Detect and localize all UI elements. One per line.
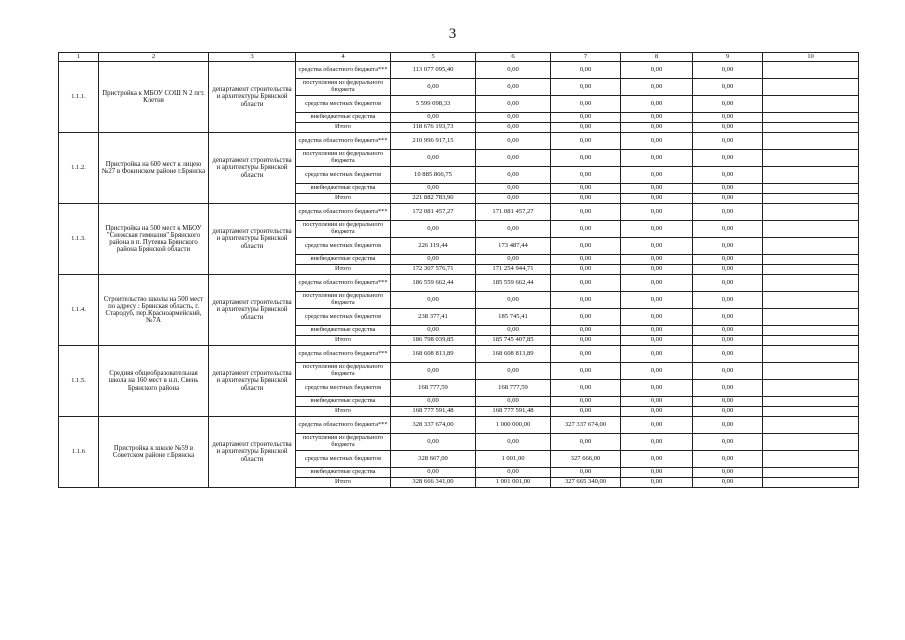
funding-source: Итого [296,123,391,133]
amount-cell: 0,00 [551,204,621,221]
empty-cell [763,380,859,397]
amount-cell: 5 599 098,33 [391,96,476,113]
funding-source: Итого [296,194,391,204]
amount-cell: 185 559 662,44 [476,275,551,292]
funding-source: средства местных бюджетов [296,96,391,113]
amount-cell: 0,00 [693,62,763,79]
amount-cell: 0,00 [621,397,693,407]
amount-cell: 0,00 [621,255,693,265]
empty-cell [763,123,859,133]
project-name: Пристройка к МБОУ СОШ N 2 пгт. Клетня [99,62,209,133]
amount-cell: 210 996 917,15 [391,133,476,150]
project-department: департамент строительства и архитектуры Брянской области [209,346,296,417]
table-row [59,417,859,434]
amount-cell: 327 665 340,00 [551,478,621,488]
funding-source: средства областного бюджета*** [296,62,391,79]
amount-cell: 0,00 [551,150,621,167]
amount-cell: 0,00 [476,326,551,336]
amount-cell: 0,00 [476,221,551,238]
header-cell: 9 [693,53,763,62]
amount-cell: 0,00 [551,113,621,123]
amount-cell: 0,00 [621,363,693,380]
amount-cell: 0,00 [551,184,621,194]
amount-cell: 0,00 [621,380,693,397]
project-name: Пристройка на 600 мест к лицею №27 в Фокинском районе г.Брянска [99,133,209,204]
table-row [59,133,859,150]
amount-cell: 0,00 [391,434,476,451]
amount-cell: 0,00 [476,133,551,150]
empty-cell [763,397,859,407]
header-row [59,53,859,62]
header-cell: 1 [59,53,99,62]
empty-cell [763,478,859,488]
budget-table [58,52,859,488]
project-code: 1.1.2. [59,133,99,204]
amount-cell: 0,00 [621,275,693,292]
empty-cell [763,238,859,255]
amount-cell: 168 777 591,48 [391,407,476,417]
funding-source: внебюджетные средства [296,184,391,194]
amount-cell: 0,00 [391,292,476,309]
amount-cell: 0,00 [621,194,693,204]
amount-cell: 327 666,00 [551,451,621,468]
project-code: 1.1.4. [59,275,99,346]
amount-cell: 168 608 813,89 [476,346,551,363]
amount-cell: 0,00 [693,309,763,326]
amount-cell: 0,00 [693,417,763,434]
amount-cell: 0,00 [551,194,621,204]
funding-source: средства местных бюджетов [296,238,391,255]
amount-cell: 0,00 [551,336,621,346]
funding-source: Итого [296,478,391,488]
amount-cell: 0,00 [693,204,763,221]
amount-cell: 0,00 [391,79,476,96]
amount-cell: 0,00 [476,62,551,79]
amount-cell: 0,00 [476,79,551,96]
empty-cell [763,326,859,336]
amount-cell: 0,00 [693,194,763,204]
page-number: 3 [448,26,457,42]
funding-source: средства областного бюджета*** [296,346,391,363]
funding-source: средства местных бюджетов [296,451,391,468]
amount-cell: 172 081 457,27 [391,204,476,221]
header-cell: 10 [763,53,859,62]
amount-cell: 0,00 [693,326,763,336]
amount-cell: 0,00 [693,451,763,468]
empty-cell [763,204,859,221]
amount-cell: 0,00 [391,363,476,380]
amount-cell: 113 077 095,40 [391,62,476,79]
amount-cell: 171 081 457,27 [476,204,551,221]
amount-cell: 0,00 [391,113,476,123]
funding-source: средства областного бюджета*** [296,204,391,221]
funding-source: средства местных бюджетов [296,380,391,397]
funding-source: внебюджетные средства [296,468,391,478]
empty-cell [763,363,859,380]
funding-source: Итого [296,407,391,417]
funding-source: поступления из федерального бюджета [296,292,391,309]
table-row [59,346,859,363]
project-name: Строительство школы на 500 мест по адресу : Брянская область, г. Стародуб, пер.Красноармейский,№7А [99,275,209,346]
amount-cell: 0,00 [693,150,763,167]
header-cell: 8 [621,53,693,62]
amount-cell: 238 377,41 [391,309,476,326]
amount-cell: 0,00 [621,265,693,275]
amount-cell: 0,00 [551,407,621,417]
project-department: департамент строительства и архитектуры Брянской области [209,417,296,488]
amount-cell: 186 798 039,85 [391,336,476,346]
funding-source: внебюджетные средства [296,255,391,265]
empty-cell [763,336,859,346]
project-name: Пристройка на 500 мест к МБОУ "Снежская гимназия" Брянского района в п. Путевка Брянского района Брянской области [99,204,209,275]
header-cell: 6 [476,53,551,62]
empty-cell [763,407,859,417]
amount-cell: 0,00 [693,363,763,380]
amount-cell: 0,00 [621,79,693,96]
amount-cell: 1 001,00 [476,451,551,468]
amount-cell: 0,00 [551,275,621,292]
amount-cell: 186 559 662,44 [391,275,476,292]
amount-cell: 0,00 [621,62,693,79]
amount-cell: 168 608 813,89 [391,346,476,363]
amount-cell: 0,00 [551,265,621,275]
amount-cell: 328 666 341,00 [391,478,476,488]
empty-cell [763,184,859,194]
header-cell: 2 [99,53,209,62]
amount-cell: 0,00 [693,468,763,478]
amount-cell: 185 745 407,85 [476,336,551,346]
amount-cell: 0,00 [693,265,763,275]
amount-cell: 0,00 [551,326,621,336]
amount-cell: 0,00 [551,123,621,133]
funding-source: средства областного бюджета*** [296,275,391,292]
amount-cell: 0,00 [551,238,621,255]
amount-cell: 0,00 [476,150,551,167]
amount-cell: 0,00 [693,397,763,407]
amount-cell: 0,00 [621,113,693,123]
amount-cell: 10 885 866,75 [391,167,476,184]
funding-source: поступления из федерального бюджета [296,79,391,96]
amount-cell: 0,00 [476,468,551,478]
amount-cell: 221 882 783,90 [391,194,476,204]
project-department: департамент строительства и архитектуры Брянской области [209,275,296,346]
empty-cell [763,292,859,309]
amount-cell: 0,00 [621,184,693,194]
amount-cell: 0,00 [621,309,693,326]
amount-cell: 0,00 [693,478,763,488]
project-name: Средняя общеобразовательная школа на 160 мест в н.п. Свень Брянского района [99,346,209,417]
empty-cell [763,468,859,478]
amount-cell: 0,00 [693,133,763,150]
amount-cell: 0,00 [391,150,476,167]
amount-cell: 0,00 [621,123,693,133]
empty-cell [763,451,859,468]
amount-cell: 0,00 [693,346,763,363]
amount-cell: 0,00 [621,417,693,434]
funding-source: поступления из федерального бюджета [296,363,391,380]
amount-cell: 0,00 [621,468,693,478]
funding-source: внебюджетные средства [296,113,391,123]
amount-cell: 0,00 [551,79,621,96]
funding-source: поступления из федерального бюджета [296,150,391,167]
amount-cell: 0,00 [551,434,621,451]
amount-cell: 0,00 [476,123,551,133]
amount-cell: 118 676 193,73 [391,123,476,133]
amount-cell: 0,00 [621,150,693,167]
amount-cell: 0,00 [693,434,763,451]
amount-cell: 171 254 944,71 [476,265,551,275]
amount-cell: 0,00 [476,184,551,194]
project-department: департамент строительства и архитектуры Брянской области [209,133,296,204]
amount-cell: 0,00 [693,292,763,309]
empty-cell [763,113,859,123]
project-department: департамент строительства и архитектуры Брянской области [209,204,296,275]
empty-cell [763,275,859,292]
amount-cell: 0,00 [621,336,693,346]
amount-cell: 168 777 591,48 [476,407,551,417]
amount-cell: 0,00 [621,238,693,255]
amount-cell: 0,00 [621,478,693,488]
empty-cell [763,133,859,150]
funding-source: Итого [296,336,391,346]
amount-cell: 0,00 [693,221,763,238]
amount-cell: 0,00 [551,255,621,265]
amount-cell: 0,00 [391,184,476,194]
empty-cell [763,309,859,326]
empty-cell [763,434,859,451]
funding-source: Итого [296,265,391,275]
amount-cell: 0,00 [476,292,551,309]
project-code: 1.1.5. [59,346,99,417]
amount-cell: 0,00 [693,407,763,417]
amount-cell: 0,00 [391,255,476,265]
amount-cell: 0,00 [621,451,693,468]
funding-source: средства областного бюджета*** [296,133,391,150]
amount-cell: 226 119,44 [391,238,476,255]
empty-cell [763,96,859,113]
amount-cell: 0,00 [551,363,621,380]
empty-cell [763,150,859,167]
amount-cell: 1 000 000,00 [476,417,551,434]
amount-cell: 0,00 [693,96,763,113]
funding-source: внебюджетные средства [296,326,391,336]
amount-cell: 0,00 [391,221,476,238]
amount-cell: 0,00 [693,113,763,123]
amount-cell: 0,00 [551,133,621,150]
funding-source: внебюджетные средства [296,397,391,407]
amount-cell: 0,00 [693,79,763,96]
amount-cell: 0,00 [693,336,763,346]
empty-cell [763,194,859,204]
funding-source: поступления из федерального бюджета [296,221,391,238]
amount-cell: 0,00 [551,62,621,79]
amount-cell: 0,00 [693,123,763,133]
project-code: 1.1.3. [59,204,99,275]
amount-cell: 0,00 [693,380,763,397]
amount-cell: 173 487,44 [476,238,551,255]
amount-cell: 0,00 [621,434,693,451]
project-code: 1.1.6 [59,417,99,488]
amount-cell: 172 307 576,71 [391,265,476,275]
amount-cell: 0,00 [693,255,763,265]
funding-source: средства местных бюджетов [296,309,391,326]
amount-cell: 0,00 [476,194,551,204]
amount-cell: 168 777,59 [476,380,551,397]
amount-cell: 0,00 [621,407,693,417]
header-cell: 5 [391,53,476,62]
empty-cell [763,167,859,184]
project-name: Пристройка к школе №59 в Советском районе г.Брянска [99,417,209,488]
project-code: 1.1.1. [59,62,99,133]
amount-cell: 0,00 [693,184,763,194]
amount-cell: 0,00 [621,204,693,221]
table-row [59,275,859,292]
amount-cell: 328 667,00 [391,451,476,468]
empty-cell [763,62,859,79]
amount-cell: 0,00 [693,167,763,184]
amount-cell: 0,00 [391,326,476,336]
amount-cell: 0,00 [551,221,621,238]
project-department: департамент строительства и архитектуры Брянской области [209,62,296,133]
amount-cell: 0,00 [551,380,621,397]
table-row [59,204,859,221]
amount-cell: 0,00 [476,255,551,265]
amount-cell: 0,00 [621,326,693,336]
amount-cell: 0,00 [391,397,476,407]
amount-cell: 0,00 [476,363,551,380]
amount-cell: 0,00 [693,275,763,292]
amount-cell: 0,00 [551,397,621,407]
table-row [59,62,859,79]
funding-source: средства областного бюджета*** [296,417,391,434]
amount-cell: 0,00 [551,346,621,363]
amount-cell: 0,00 [551,167,621,184]
amount-cell: 0,00 [551,96,621,113]
empty-cell [763,255,859,265]
funding-source: средства местных бюджетов [296,167,391,184]
amount-cell: 328 337 674,00 [391,417,476,434]
header-cell: 7 [551,53,621,62]
amount-cell: 1 001 001,00 [476,478,551,488]
amount-cell: 0,00 [476,96,551,113]
amount-cell: 0,00 [551,309,621,326]
amount-cell: 0,00 [621,221,693,238]
amount-cell: 0,00 [551,468,621,478]
amount-cell: 0,00 [693,238,763,255]
amount-cell: 0,00 [476,397,551,407]
empty-cell [763,346,859,363]
amount-cell: 0,00 [621,292,693,309]
amount-cell: 0,00 [551,292,621,309]
header-cell: 4 [296,53,391,62]
amount-cell: 0,00 [476,434,551,451]
amount-cell: 0,00 [621,167,693,184]
amount-cell: 0,00 [621,133,693,150]
amount-cell: 185 745,41 [476,309,551,326]
amount-cell: 0,00 [621,346,693,363]
amount-cell: 327 337 674,00 [551,417,621,434]
empty-cell [763,221,859,238]
amount-cell: 0,00 [476,113,551,123]
funding-source: поступления из федерального бюджета [296,434,391,451]
header-cell: 3 [209,53,296,62]
amount-cell: 168 777,59 [391,380,476,397]
amount-cell: 0,00 [391,468,476,478]
empty-cell [763,79,859,96]
empty-cell [763,265,859,275]
amount-cell: 0,00 [476,167,551,184]
amount-cell: 0,00 [621,96,693,113]
empty-cell [763,417,859,434]
